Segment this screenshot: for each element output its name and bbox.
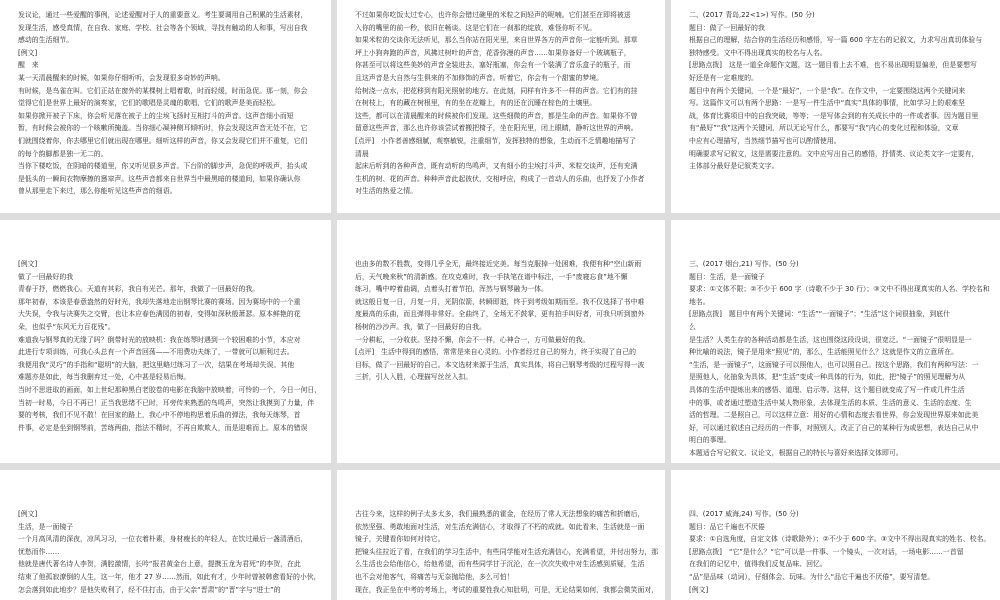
text-line: 要的考核，我们不见不散！在回家的路上，我心中不停地构思着乐曲的弹法，我每天练琴，首 (18, 411, 301, 420)
text-line: 当时不思进取的画面，如上世纪那种黑白老胶卷的电影在我脑中放映着，可怜的一个，今日一何日， (18, 385, 322, 394)
text-line: 如果米粒的交谈你无法听见，那么当你站在阳光里，来自世界各方的声音你一定能听到。那草 (355, 36, 638, 45)
text-line: 件事，必定是坐到钢琴前，苦练两曲，指法不精时，不再自欺欺人，而是迎难而上。原本的错误 (18, 423, 308, 432)
text-line: 是照他人，化抽象为具体，把“生活”变成一种具体的行为，如此，把“镜子”的照见理解为从 (689, 373, 966, 382)
text-line: 三折，引人入胜，心理描写丝丝入扣。 (355, 373, 473, 382)
text-line: 好还是有一定难度的。 (689, 73, 758, 82)
document-page-6 (671, 220, 1000, 463)
section-label: [例文] (689, 585, 709, 594)
page-text (18, 258, 325, 434)
text-line: 起床后听到的各种声音，既有动听的鸟鸣声，又有细小的尘埃打斗声、米粒交谈声，还有充满 (355, 162, 638, 171)
text-line: 中应有心理描写，当然细节描写也可以酌情使用。 (689, 136, 841, 145)
text-line: 结束了他孤寂潦倒的人生，这一年，他才 27 岁……然而，如此有才，少年时曾被韩愈看好的小伙， (18, 572, 321, 581)
text-line: 具体的生活中提炼出来的感悟、道理、启示等。这样，这个题目就变成了写一件或几件生活 (689, 385, 965, 394)
text-line: 主体部分最好是记叙类文字。 (689, 162, 779, 171)
text-line: 古往今来，这样的例子太多太多，我们最熟悉的霍金，在经历了常人无法想象的痛苦和折磨后， (355, 510, 645, 518)
text-line: 在我们的记忆中，值得我们反复品味、回忆。 (689, 560, 827, 569)
page-text (355, 508, 659, 596)
text-line: 是生活？人类生存的各种活动都是生活，这也围绕这段设说，很宽泛。“一面镜子”很明显是一 (689, 335, 972, 344)
text-line: 么 (689, 322, 696, 331)
text-line: 曾从那里走下来过，那么你能听见这些声音的细语。 (18, 187, 177, 196)
text-line: 青春于抒，燃燃我心。天道有其彩，我自有光芒。那年，我做了一回最好的我。 (18, 285, 260, 294)
text-line: 们就围绕着你，你去哪里它们就出现在哪里。细听这样的声音，你又会发现它们并不重复，它们 (18, 136, 308, 145)
text-line: 发议论，通过一些爱醒的事例，论述爱醒对于人的重要意义。考生要调用自己积累的生活素材， (18, 11, 308, 19)
comment-line: [点评] 生活中得到的感悟，常常是来自心灵的。小作者经过自己的努力，终于实现了自己的 (355, 348, 636, 357)
text-line: 活的哲理。二是照自己，可以这样立意：用好的心情和态度去看世界，你会发现世界原来如此美 (689, 411, 979, 420)
text-line: 这些，都可以在清晨醒来的时候被你们发现。这些细微的声音，都是生命的声音。如果你不曾 (355, 111, 638, 120)
text-line: 清晨 (355, 149, 369, 158)
text-line: 把镜头往拉近了看，在我们的学习生活中，有些同学能对生活充满信心，充满希望，并付出努力，那 (355, 547, 659, 556)
hint-line: [思路点拨] 这是一道全命题作文题，这一题目看上去不难，也不易出现明显偏差，但是要想写 (689, 61, 977, 70)
text-line: 某一天清晨醒来的时候，如果你仔细听听，会发现很多奇妙的声响。 (18, 73, 225, 82)
text-line: 那年初春，本该是春意盎然的好时光，我却失落地走出钢琴比赛的赛场。因为赛场中的一个重 (18, 297, 301, 306)
text-line: 怎会落到如此地步？是他失败利了，经不住打击，由于父亲“晋肃”的“晋”字与“进士”的 (18, 585, 281, 594)
question-title: 题目：生活，是一面镜子 (689, 272, 765, 281)
page-text (355, 258, 659, 384)
text-line: 当初一时易，今日不再已！正当我思绪不已时，耳旁传来熟悉的鸟鸣声，突然让我摸到了力量，伴 (18, 398, 315, 407)
question-heading: 三、(2017 烟台,21) 写作。(50 分) (689, 260, 799, 268)
hint-line: [思路点拨] “它”是什么？“它”可以是一件事、一个镜头，一次对话，一场电影……一首留 (689, 547, 964, 556)
text-line: 要求：①文体不限；②不少于 600 字（诗歌不少于 30 行）；③文中不得出现真实的人名、学校名和 (689, 285, 990, 294)
document-page-1 (0, 0, 331, 213)
text-line: 我便用我“灵巧”的手指和“聪明”的大脑，把这里略过练习了一次，结果在考场却失误。其他 (18, 360, 295, 369)
text-line: 当你下楼吃饭，在阴暗的楼道里，你又听见很多声音。下台阶的脚步声，急促的呼吸声，抬头或 (18, 162, 308, 171)
text-line: 杨树的沙沙声。我，做了一回最好的自我。 (355, 322, 486, 331)
text-line: 现在，我正坐在中考的考场上，考试的重要性我心知肚明，可是，无论结果如何，我都会微笑面对， (355, 585, 659, 594)
text-line: 后，天气晚来秋”的清新感。在攻克难时，我一手执笔在谱中标注，一手“废寝忘食”地不懈 (355, 272, 628, 281)
text-line: 依然坚强、勇敢地面对生活，对生活充满信心，才取得了不朽的成就。如此看来，生活就是一面 (355, 522, 645, 531)
page-text (355, 9, 659, 198)
text-line: 一分耕耘，一分收获。坚持不懈，你会不一样，心神合一，方可做最好的我。 (355, 335, 590, 344)
text-line: 你甚至可以将这些美妙的声音全装进去，塞好瓶塞，你会有一个装满了音乐盒子的瓶子，而 (355, 61, 631, 70)
text-line: 坪上小狗奔跑的声音，风拂过树叶的声音，花香弥漫的声音……如果你备好一个玻璃瓶子， (355, 48, 631, 57)
text-line: 写。这篇作文可以有两个思路：一是写一件生活中“真实”具体的事情，比如学习上的艰难坚 (689, 99, 965, 108)
text-line: 此进行专项训练，可我心头总有一个声音回荡——不用费功夫练了，一带就可以顺利过去。 (18, 348, 294, 357)
document-page-2 (337, 0, 665, 213)
text-line: 明确要求写记叙文，这是需要注意的。文中应写出自己的感悟，抒情类、议论类文字一定要有， (689, 149, 979, 158)
text-line: 他就是唐代著名诗人李贺，满腔激情，长吟“报君黄金台上意，提携玉龙为君死”的李贺，在此 (18, 560, 301, 569)
text-line: 的每个韵脚都是独一无二的。 (18, 149, 108, 158)
document-page-4 (0, 220, 331, 463)
essay-title: 醒 来 (18, 61, 39, 70)
text-line: 本题适合写记叙文、议论文，根据自己的特长与喜好来选择文体即可。 (689, 448, 903, 457)
text-line: 难道我与钢琴真的无缘了吗？倒带时光的放映机：我在练琴时遇到一个较困难的小节，本应对 (18, 335, 301, 344)
text-line: 也由多的数不胜数，变得几乎全无，最终接近完美。每当克服掉一处困难，我便有种“空山新雨 (355, 260, 642, 268)
text-line: 大失误，令我与决赛失之交臂，也让本应春色满园的初春，变得如深秋般萧瑟。原本鲜艳的花 (18, 310, 301, 319)
text-line: 也不会对他客气，将痛苦与无奈抛给他，多么可怕！ (355, 572, 514, 581)
text-line: 独特感受。文中不得出现真实的校名与人名。 (689, 48, 827, 57)
text-line: 目标，做了一回最好的自己。本文选材来源于生活，真实具体，将自己钢琴考级的过程写得一波 (355, 360, 645, 369)
text-line: 感动的生活细节。 (18, 36, 74, 45)
text-line: 入你的嘴里的前一秒，依旧在畅谈。这是它们在一刹那的绽放，难怪你听不见。 (355, 23, 597, 32)
text-line: 生机的树、花的声音。种种声音此起彼伏，交相呼应，构成了一首动人的乐曲，也抒发了小作者 (355, 174, 645, 183)
document-page-8 (337, 470, 665, 600)
section-label: [例文] (18, 260, 38, 268)
text-line: 战，体育比赛项目中的自我突破，等等；一是写体会到的有关成长中的一件或者事。因为题目里 (689, 111, 979, 120)
text-line: 有“最好”“我”这两个关键词，所以无论写什么，都要写“我”内心的变化过程和体验，文章 (689, 124, 959, 133)
comment-line: [点评] 小作者善感细腻，观察敏锐，注重细节，发挥独特的想象，生动而不乏情趣地描写了 (355, 136, 636, 145)
text-line: 给树浇一点水，把花移到有阳光照射的地方。在此刻，同样有许多不一样的声音。它们有的挂 (355, 86, 638, 95)
text-line: 题目中有两个关键词，一个是“最好”，一个是“我”。在作文中，一定要围绕这两个关键词来 (689, 86, 966, 95)
section-label: [例文] (18, 48, 38, 57)
page-text (689, 508, 994, 596)
essay-title: 生活，是一面镜子 (18, 522, 74, 531)
text-line: 根据自己的理解，结合你的生活经历和感悟，写一篇 600 字左右的记叙文，力求写出真切体验与 (689, 36, 983, 45)
text-line: 要求：①自选角度，自定文体（诗歌除外）；②不少于 600 字。③文中不得出现真实的姓名、校名。 (689, 535, 991, 544)
question-title: 题目：做了一回最好的我 (689, 23, 765, 32)
text-line: 且这声音是大自然与生俱来的不加修饰的声音。听着它，你会有一个甜蜜的梦境。 (355, 73, 604, 82)
document-page-3 (671, 0, 1000, 213)
text-line: 对生活的热爱之情。 (355, 187, 418, 196)
text-line: 度最高的乐曲，而且弹得非常好。全曲终了，全场无不鼓掌，更有拍手叫好者，可我只听到窗外 (355, 310, 645, 319)
text-line: 中的事，或者通过塑造生活中某人物形象，去体现生活的本质、生活的意义、生活的态度、生 (689, 398, 972, 407)
section-label: [例文] (18, 510, 38, 518)
text-line: 有时候，是鸟雀在叫。它们正站在窗外的某棵树上唱着歌，时而轻缓，时而急促。那一刻，你会 (18, 86, 308, 95)
document-page-7 (0, 470, 331, 600)
text-line: 难题亦是如此，每当我删弃过一处，心中甚是轻易后悔。 (18, 373, 191, 382)
page-text (18, 9, 325, 198)
text-line: 是低头的一瞬间衣物摩擦的窸窣声。这些声音都来自世界当中最黑暗的楼道间，如果你确认你 (18, 174, 301, 183)
text-line: 忧愁而作…… (18, 547, 60, 556)
text-line: 一个月高风清的深夜，凉风习习，一位衣着朴素，身材瘦长的年轻人，在饮过最后一盏清酒后， (18, 535, 308, 544)
text-line: 如果你掀开被子下床，你会听见落在被子上的尘埃飞扬时互相打斗的声音。这声音细小而短 (18, 111, 294, 120)
text-line: 在树枝上，有的藏在树根里，有的坐在花瓣上，有的还在沉睡在棕色的土壤里。 (355, 99, 597, 108)
text-line: 暂，有时候会被你的一个咳嗽所掩盖。当你细心凝神侧耳倾听时，你会发现这声音无处不在，它 (18, 124, 308, 133)
text-line: 就这般日复一日，月复一月，光阴似箭，转瞬即逝，终于到考级如期而至。我不仅选择了书中难 (355, 297, 645, 306)
text-line: 朵，也似乎“东风无力百花残”。 (18, 322, 115, 331)
page-text (689, 9, 994, 173)
text-line: 发现生活，感受真情，在自我、家庭、学校、社会等各个领域，寻找有触动的人和事，写出自我 (18, 23, 308, 32)
document-page-5 (337, 220, 665, 463)
text-line: 留意这些声音，那么也许你该尝试着搬把椅子，坐在阳光里，闭上眼睛，静听这世界的声响。 (355, 124, 638, 133)
text-line: “品”是品味（动词），仔细体会、玩味。为什么“品它千遍也不厌倦”，要写清楚。 (689, 572, 935, 581)
text-line: 么生活也会给他信心，给他希望，而有些同学甘于沉沦，在一次次失败中对生活感到质疑，生活 (355, 560, 645, 569)
text-line: 种比喻的说法，镜子是用来“照见”的，那么，生活能照见什么？这就是作文的立意所在。 (689, 348, 958, 357)
page-text (18, 508, 325, 596)
text-line: 镜子，关键看你如何对待它。 (355, 535, 445, 544)
text-line: “生活，是一面镜子”，这面镜子可以照他人，也可以照自己。按这个思路，我们有两种写法：一 (689, 360, 979, 369)
text-line: 地名。 (689, 297, 710, 306)
page-text (689, 258, 994, 460)
document-page-9 (671, 470, 1000, 600)
text-line: 明白的事理。 (689, 436, 731, 445)
question-heading: 二、(2017 青岛,22<1>) 写作。(50 分) (689, 11, 815, 19)
hint-line: [思路点拨] 题目中有两个关键词：“生活”“一面镜子”；“生活”这个词很抽象，到底什 (689, 310, 951, 319)
text-line: 觉得它们是世界上最好的演奏家，它们的歌唱是灵魂的歌唱，它们的歌声是美而轻松。 (18, 99, 280, 108)
text-line: 好，可以通过叙述自己经历的一件事，对照别人，改正了自己的某种行为或思想，表达自己从中 (689, 423, 979, 432)
question-title: 题目：品它千遍也不厌倦 (689, 522, 765, 531)
essay-title: 做了一回最好的我 (18, 272, 74, 281)
text-line: 不过如果你吃饭太过专心，也许你会错过碗里的米粒之间轻声的呢喃。它们甚至在即将被送 (355, 11, 631, 19)
text-line: 练习，嘴中哼着曲调，点着头打着节拍，浑然与钢琴融为一体。 (355, 285, 548, 294)
question-heading: 四、(2017 威海,24) 写作。(50 分) (689, 510, 799, 518)
